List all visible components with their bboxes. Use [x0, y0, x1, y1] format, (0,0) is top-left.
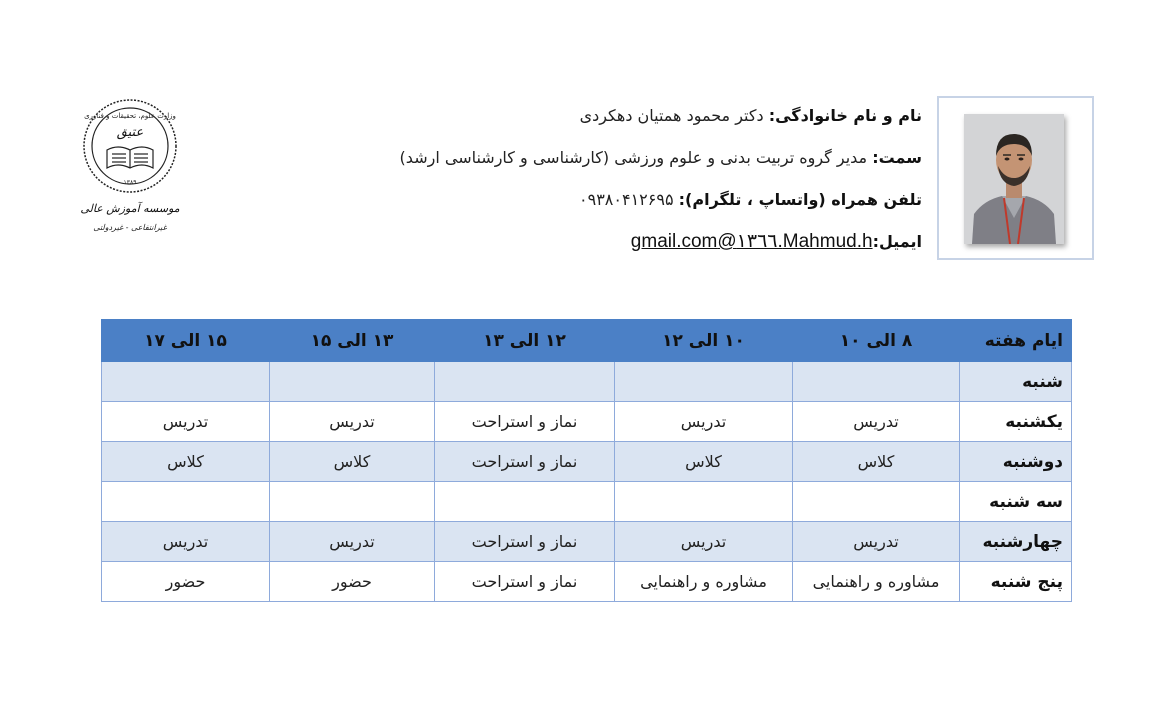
table-cell: تدریس	[270, 522, 435, 562]
table-cell	[615, 482, 793, 522]
logo-top-text: وزارت علوم، تحقیقات و فناوری	[84, 112, 176, 120]
table-cell	[270, 362, 435, 402]
header-slot-5: ۱۵ الی ۱۷	[102, 320, 270, 362]
email-line	[362, 224, 922, 266]
table-cell	[102, 362, 270, 402]
table-cell: تدریس	[615, 402, 793, 442]
day-cell: دوشنبه	[960, 442, 1072, 482]
table-cell: مشاوره و راهنمایی	[793, 562, 960, 602]
profile-photo	[964, 114, 1064, 244]
table-row	[102, 442, 1072, 482]
table-cell	[435, 362, 615, 402]
position-line	[362, 140, 922, 182]
book-icon	[107, 147, 153, 168]
table-row	[102, 402, 1072, 442]
table-cell: تدریس	[793, 402, 960, 442]
name-line	[362, 98, 922, 140]
phone-value: ۰۹۳۸۰۴۱۲۶۹۵	[579, 190, 679, 209]
logo-institute-text: موسسه آموزش عالی	[80, 202, 180, 215]
photo-frame	[937, 96, 1094, 260]
table-cell	[435, 482, 615, 522]
header-slot-1: ۸ الی ۱۰	[793, 320, 960, 362]
day-cell: چهارشنبه	[960, 522, 1072, 562]
table-cell: حضور	[270, 562, 435, 602]
table-cell: مشاوره و راهنمایی	[615, 562, 793, 602]
table-cell	[793, 362, 960, 402]
header-slot-2: ۱۰ الی ۱۲	[615, 320, 793, 362]
table-cell	[102, 482, 270, 522]
table-cell: کلاس	[793, 442, 960, 482]
table-cell: تدریس	[793, 522, 960, 562]
table-cell: کلاس	[270, 442, 435, 482]
logo-year-text: ۱۳۸۹	[123, 179, 137, 186]
day-cell: پنج شنبه	[960, 562, 1072, 602]
table-cell: نماز و استراحت	[435, 402, 615, 442]
table-cell: نماز و استراحت	[435, 442, 615, 482]
header-slot-4: ۱۳ الی ۱۵	[270, 320, 435, 362]
day-cell: یکشنبه	[960, 402, 1072, 442]
header-row	[102, 320, 1072, 362]
email-label: ایمیل:	[872, 232, 922, 251]
day-cell: شنبه	[960, 362, 1072, 402]
table-cell	[270, 482, 435, 522]
phone-label: تلفن همراه (واتساپ ، تلگرام):	[678, 190, 922, 209]
table-row	[102, 362, 1072, 402]
position-value: مدیر گروه تربیت بدنی و علوم ورزشی (کارشناسی و کارشناسی ارشد)	[399, 148, 873, 167]
schedule-table	[101, 319, 1072, 602]
logo-city-text: غیرانتفاعی - غیردولتی	[93, 223, 167, 232]
position-label: سمت:	[872, 148, 922, 167]
table-cell	[793, 482, 960, 522]
name-value: دکتر محمود همتیان دهکردی	[579, 106, 769, 125]
phone-line	[362, 182, 922, 224]
table-cell: تدریس	[102, 402, 270, 442]
name-label: نام و نام خانوادگی:	[768, 106, 922, 125]
table-cell	[615, 362, 793, 402]
table-cell: تدریس	[102, 522, 270, 562]
table-cell: تدریس	[270, 402, 435, 442]
table-cell: نماز و استراحت	[435, 562, 615, 602]
header-days: ایام هفته	[960, 320, 1072, 362]
day-cell: سه شنبه	[960, 482, 1072, 522]
profile-info	[362, 98, 922, 266]
logo-center-text: عتیق	[116, 125, 144, 140]
table-cell: تدریس	[615, 522, 793, 562]
table-cell: کلاس	[615, 442, 793, 482]
table-row	[102, 482, 1072, 522]
table-cell: حضور	[102, 562, 270, 602]
table-row	[102, 522, 1072, 562]
institute-logo	[74, 98, 186, 240]
header-slot-3: ۱۲ الی ۱۳	[435, 320, 615, 362]
table-cell: کلاس	[102, 442, 270, 482]
email-link[interactable]: Mahmud.h.١٣٦٦@gmail.com	[630, 231, 873, 252]
table-cell: نماز و استراحت	[435, 522, 615, 562]
table-row	[102, 562, 1072, 602]
